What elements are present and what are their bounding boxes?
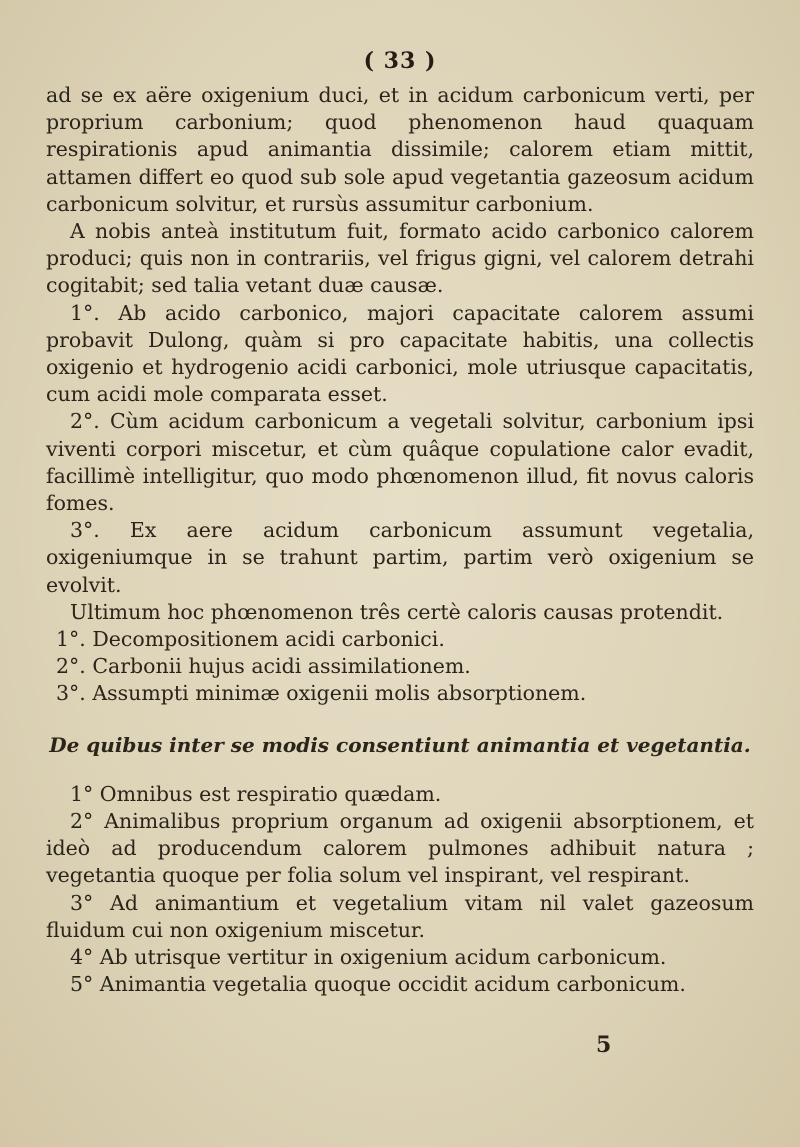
paragraph-continuation: ad se ex aëre oxigenium duci, et in acidum carbonicum verti, per proprium carbonium; quod phenomenon haud quaquam respirationis apud animantia dissimile; calorem etiam mittit, attamen differt eo quod sub sole apud vegetantia gazeosum acidum carbonicum solvitur, et rursùs assumitur carbonium. bbox=[46, 83, 754, 216]
paragraph-point-2: 2°. Cùm acidum carbonicum a vegetali solvitur, carbonium ipsi viventi corpori miscetur, et cùm quâque copulatione calor evadit, facillimè intelligitur, quo modo phœnomenon illud, fit novus caloris fomes. bbox=[46, 409, 754, 516]
paragraph-ultimum: Ultimum hoc phœnomenon três certè caloris causas protendit. bbox=[70, 599, 724, 624]
point-item-5: 5° Animantia vegetalia quoque occidit acidum carbonicum. bbox=[70, 972, 686, 997]
paragraph-a-nobis: A nobis anteà institutum fuit, formato acido carbonico calorem produci; quis non in contrariis, vel frigus gigni, vel calorem detrahi cogitabit; sed talia vetant duæ causæ. bbox=[46, 219, 754, 298]
signature-mark: 5 bbox=[596, 1032, 612, 1058]
paragraph-point-1: 1°. Ab acido carbonico, majori capacitate calorem assumi probavit Dulong, quàm si pro capacitate habitis, una collectis oxigenio et hydrogenio acidi carbonici, mole utriusque capacitatis, cum acidi mole comparata esset. bbox=[46, 300, 754, 407]
point-item-4: 4° Ab utrisque vertitur in oxigenium acidum carbonicum. bbox=[70, 945, 667, 970]
cause-item-3: 3°. Assumpti minimæ oxigenii molis absorptionem. bbox=[56, 681, 587, 706]
section-heading: De quibus inter se modis consentiunt animantia et vegetantia. bbox=[49, 732, 751, 757]
point-item-3: 3° Ad animantium et vegetalium vitam nil valet gazeosum fluidum cui non oxigenium miscetur. bbox=[46, 890, 754, 942]
cause-item-1: 1°. Decompositionem acidi carbonici. bbox=[56, 627, 445, 652]
main-text bbox=[46, 82, 754, 999]
paragraph-point-3: 3°. Ex aere acidum carbonicum assumunt vegetalia, oxigeniumque in se trahunt partim, partim verò oxigenium se evolvit. bbox=[46, 518, 754, 597]
cause-item-2: 2°. Carbonii hujus acidi assimilationem. bbox=[56, 654, 471, 679]
page-number: ( 33 ) bbox=[363, 48, 437, 74]
point-item-2: 2° Animalibus proprium organum ad oxigenii absorptionem, et ideò ad producendum calorem pulmones adhibuit natura ; vegetantia quoque per folia solum vel inspirant, vel respirant. bbox=[46, 809, 754, 888]
point-item-1: 1° Omnibus est respiratio quædam. bbox=[70, 781, 442, 806]
